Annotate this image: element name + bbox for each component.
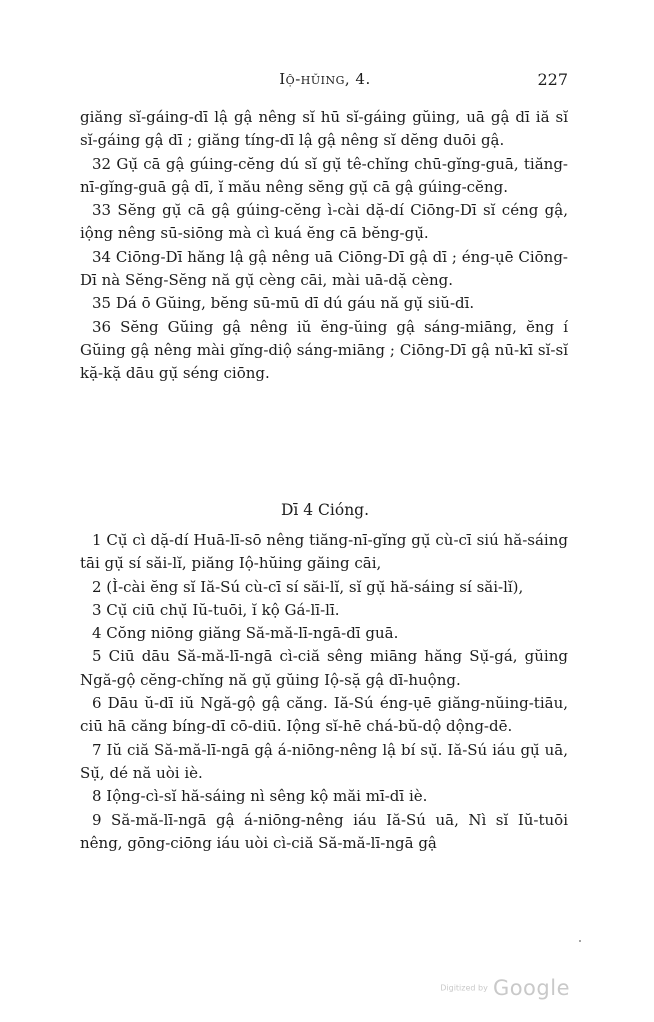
verse-paragraph: 33 Sĕng gụ̆ cā gậ gúing-cĕng ì-cài dặ-dí Ciōng-Dī sĭ céng gậ, iộng nêng sū-siōng mà cì kuá ĕng cā bĕng-gụ̆. [80, 201, 568, 243]
verse-paragraph: 1 Cụ̆ cì dặ-dí Huā-lī-sō nêng tiăng-nī-gĭng gụ̆ cù-cī siú hă-sáing tāi gụ̆ sí săi-lĭ, piăng Iộ-hŭing găing cāi, [80, 531, 568, 573]
verse-paragraph: 35 Dá ō Gŭing, bĕng sū-mū dī dú gáu nă gụ̆ siŭ-dī. [92, 294, 475, 313]
verse-paragraph: 2 (Ì-cài ĕng sĭ Iă-Sú cù-cī sí săi-lĭ, sĭ gụ̆ hă-sáing sí săi-lĭ), [92, 577, 524, 596]
watermark-brand: Google [492, 976, 570, 1000]
verse-paragraph: 3 Cụ̆ ciū chụ̆ Iŭ-tuōi, ĭ kộ Gá-lī-lī. [92, 600, 340, 619]
chapter-verses [80, 529, 568, 855]
digitized-watermark [440, 976, 570, 1000]
verse-paragraph: 32 Gụ̆ cā gậ gúing-cĕng dú sĭ gụ̆ tê-chĭng chū-gĭng-guā, tiăng-nī-gĭng-guā gậ dī, ĭ mău nêng sĕng gụ̆ cā gậ gúing-cĕng. [80, 154, 568, 196]
verse-paragraph: giăng sĭ-gáing-dī lậ gậ nêng sĭ hū sĭ-gáing gŭing, uā gậ dī iă sĭ sĭ-gáing gậ dī ; giăng tíng-dī lậ gậ nêng sĭ dĕng duōi gậ. [80, 108, 568, 150]
page-number: 227 [537, 70, 568, 89]
verse-paragraph: 5 Ciū dāu Să-mă-lī-ngā cì-ciă sêng miāng hăng Sụ̆-gá, gŭing Ngă-gộ cĕng-chĭng nă gụ̆ gŭing Iộ-sặ gậ dī-huộng. [80, 647, 568, 689]
verse-paragraph: 7 Iŭ ciă Să-mă-lī-ngā gậ á-niōng-nêng lậ bí sụ̆. Iă-Sú iáu gụ̆ uā, Sụ̆, dé nă uòi iè. [80, 740, 568, 782]
page-header [80, 70, 570, 92]
watermark-prefix: Digitized by [440, 983, 488, 993]
print-speck [579, 940, 581, 942]
running-title: Iộ-hŭing, 4. [279, 70, 371, 88]
verse-paragraph: 36 Sĕng Gŭing gậ nêng iŭ ĕng-ŭing gậ sáng-miāng, ĕng í Gŭing gậ nêng mài gĭng-diộ sáng-miāng ; Ciōng-Dī gậ nū-kī sĭ-sĭ kặ-kặ dāu gụ̆ séng ciōng. [80, 317, 568, 383]
verse-paragraph: 6 Dāu ŭ-dī iŭ Ngă-gộ gậ căng. Iă-Sú éng-ụē giăng-nŭing-tiāu, ciū hā căng bíng-dī cō-diū. Iộng sĭ-hē chá-bŭ-dộ dộng-dē. [80, 694, 568, 736]
verse-paragraph: 34 Ciōng-Dī hăng lậ gậ nêng uā Ciōng-Dī gậ dī ; éng-ụē Ciōng-Dī nà Sĕng-Sĕng nă gụ̆ cèng cāi, mài uā-dặ cèng. [80, 247, 568, 290]
chapter-heading: Dī 4 Cióng. [280, 501, 370, 519]
verse-paragraph: 4 Cŏng niōng giăng Să-mă-lī-ngā-dī guā. [92, 624, 399, 643]
verse-paragraph: 8 Iộng-cì-sĭ hă-sáing nì sêng kộ măi mī-dī iè. [92, 787, 428, 806]
verse-paragraph: 9 Să-mă-lī-ngā gậ á-niōng-nêng iáu Iă-Sú uā, Nì sĭ Iŭ-tuōi nêng, gōng-ciōng iáu uòi cì-ciă Să-mă-lī-ngā gậ [80, 810, 568, 852]
verses-continued [80, 106, 568, 386]
